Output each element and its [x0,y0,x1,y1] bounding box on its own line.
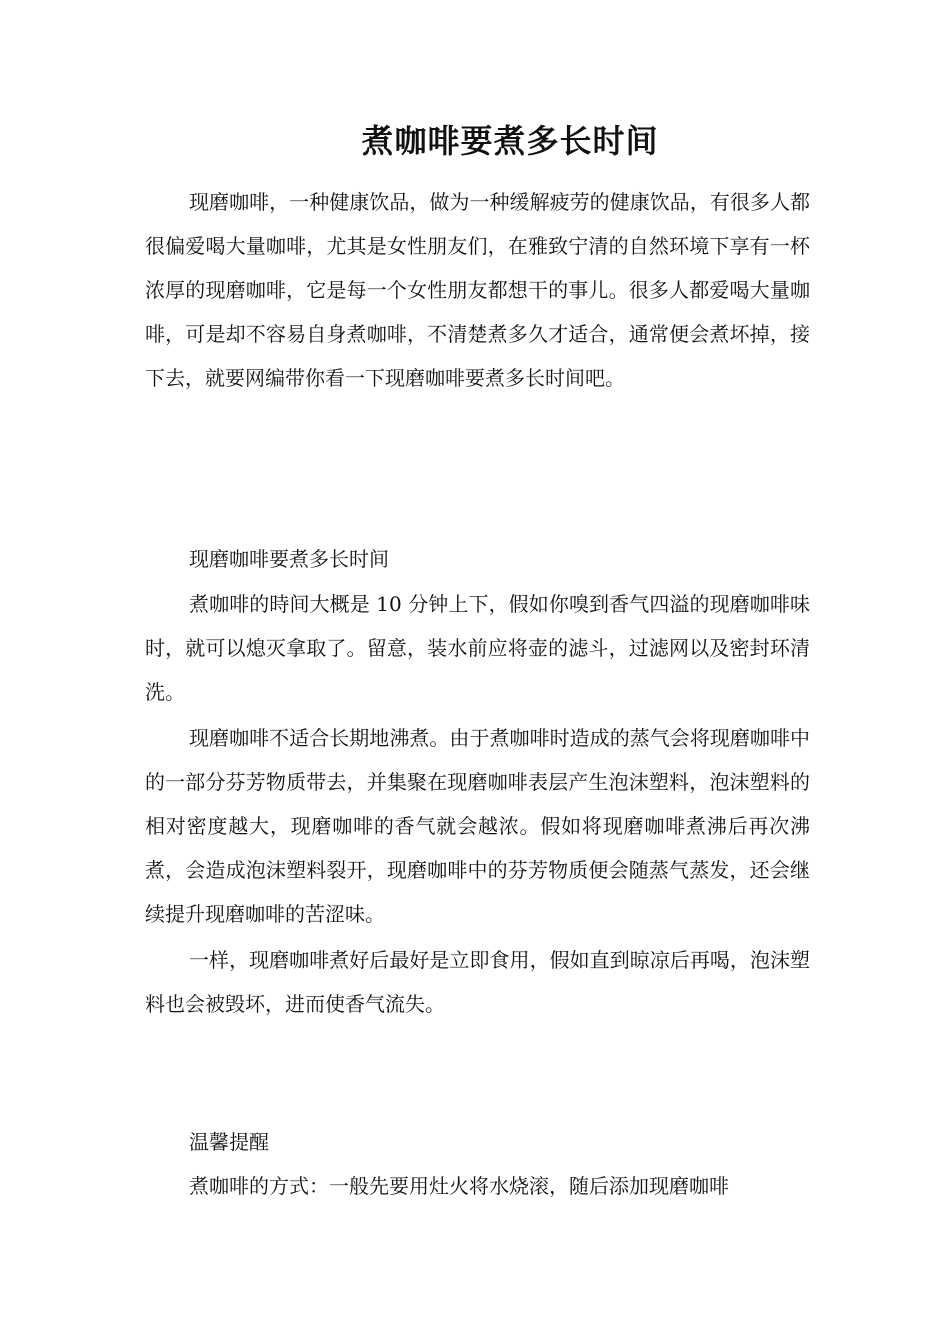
section-heading-brew-time: 现磨咖啡要煮多长时间 [189,547,389,571]
document-title: 煮咖啡要煮多长时间 [361,122,659,160]
section-heading-tips: 温馨提醒 [189,1130,269,1154]
paragraph-brew-time: 煮咖啡的時间大概是 10 分钟上下，假如你嗅到香气四溢的现磨咖啡味时，就可以熄灭拿取了。留意，装水前应将壶的滤斗，过滤网以及密封环清洗。 [145,592,810,704]
paragraph-drink-immediately: 一样，现磨咖啡煮好后最好是立即食用，假如直到晾凉后再喝，泡沫塑料也会被毁坏，进而使香气流失。 [145,948,810,1016]
paragraph-brew-method: 煮咖啡的方式：一般先要用灶火将水烧滚，随后添加现磨咖啡 [189,1174,729,1198]
paragraph-no-long-boil: 现磨咖啡不适合长期地沸煮。由于煮咖啡时造成的蒸气会将现磨咖啡中的一部分芬芳物质带去，并集聚在现磨咖啡表层产生泡沫塑料，泡沫塑料的相对密度越大，现磨咖啡的香气就会越浓。假如将现磨咖啡煮沸后再次沸煮，会造成泡沫塑料裂开，现磨咖啡中的芬芳物质便会随蒸气蒸发，还会继续提升现磨咖啡的苦涩味。 [145,726,810,926]
intro-paragraph: 现磨咖啡，一种健康饮品，做为一种缓解疲劳的健康饮品，有很多人都很偏爱喝大量咖啡，尤其是女性朋友们，在雅致宁清的自然环境下享有一杯浓厚的现磨咖啡，它是每一个女性朋友都想干的事儿。很多人都爱喝大量咖啡，可是却不容易自身煮咖啡，不清楚煮多久才适合，通常便会煮坏掉，接下去，就要网编带你看一下现磨咖啡要煮多长时间吧。 [145,190,810,390]
